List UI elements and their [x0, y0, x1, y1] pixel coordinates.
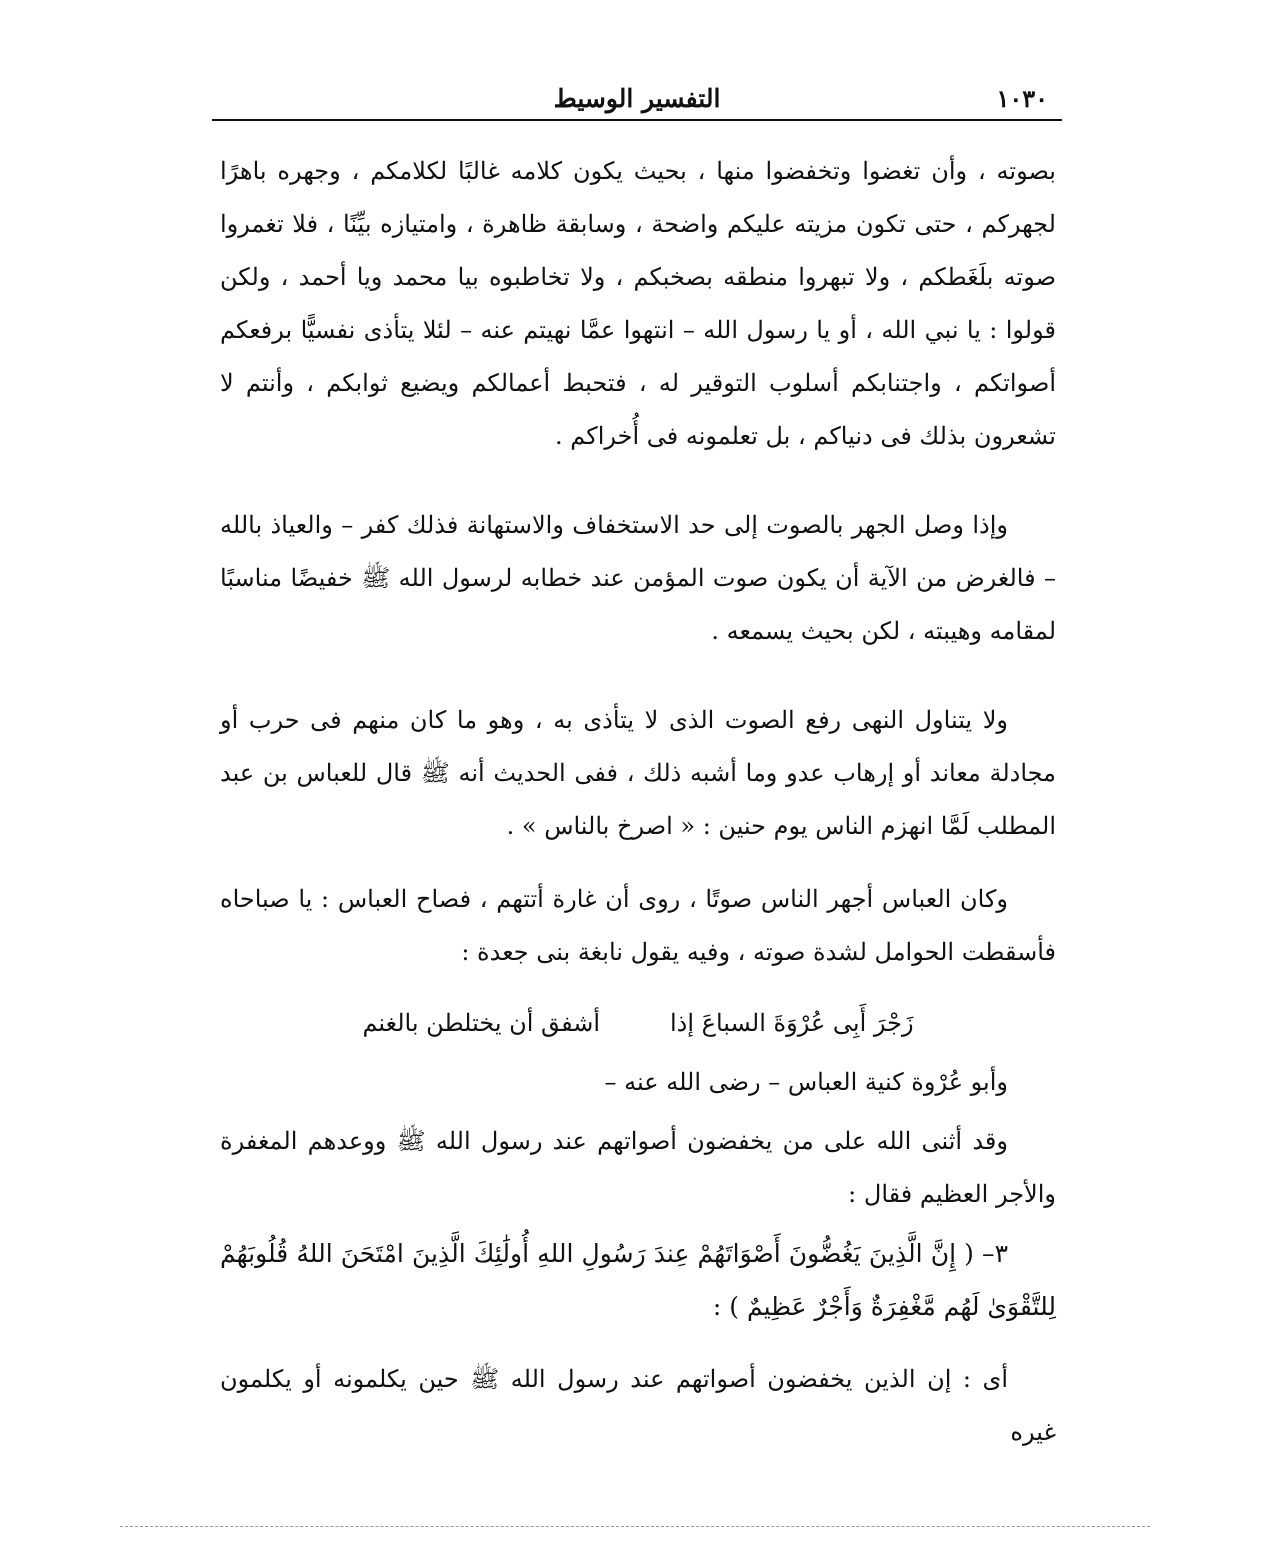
paragraph-kunya: وأبو عُرْوة كنية العباس – رضى الله عنه – [604, 1068, 1008, 1096]
poetry-verse [220, 997, 1056, 1050]
paragraph-prohibition-scope: ولا يتناول النهى رفع الصوت الذى لا يتأذى به ، وهو ما كان منهم فى حرب أو مجادلة معاند أو إرهاب عدو وما أشبه ذلك ، ففى الحديث أنه ﷺ قال للعباس بن عبد المطلب لَمَّا انهزم الناس يوم حنين : « اصرخ بالناس » . [220, 706, 1056, 840]
running-title: التفسير الوسيط [553, 84, 721, 113]
page-body [220, 145, 1056, 1459]
page-number: ١٠٣٠ [996, 84, 1048, 113]
verse-hemistich-first: زَجْرَ أَبِى عُرْوَةَ السباعَ إذا [669, 1009, 914, 1037]
quran-verse: ٣– ( إِنَّ الَّذِينَ يَغُضُّونَ أَصْوَاتَهُمْ عِندَ رَسُولِ اللهِ أُولَٰئِكَ الَّذِينَ امْتَحَنَ اللهُ قُلُوبَهُمْ لِلتَّقْوَىٰ لَهُم مَّغْفِرَةٌ وَأَجْرٌ عَظِيمٌ ) : [220, 1239, 1056, 1321]
paragraph-raising-voice: وإذا وصل الجهر بالصوت إلى حد الاستخفاف والاستهانة فذلك كفر – والعياذ بالله – فالغرض من الآية أن يكون صوت المؤمن عند خطابه لرسول الله ﷺ خفيضًا مناسبًا لمقامه وهيبته ، لكن بحيث يسمعه . [220, 511, 1056, 645]
scan-bottom-edge [120, 1526, 1150, 1527]
page-header [212, 78, 1062, 118]
header-divider [212, 119, 1062, 121]
paragraph-praise: وقد أثنى الله على من يخفضون أصواتهم عند رسول الله ﷺ ووعدهم المغفرة والأجر العظيم فقال : [220, 1127, 1056, 1208]
paragraph-abbas: وكان العباس أجهر الناس صوتًا ، روى أن غارة أتتهم ، فصاح العباس : يا صباحاه فأسقطت الحوامل لشدة صوته ، وفيه يقول نابغة بنى جعدة : [220, 885, 1056, 966]
verse-hemistich-second: أشفق أن يختلطن بالغنم [362, 1009, 600, 1037]
paragraph-continuation: بصوته ، وأن تغضوا وتخفضوا منها ، بحيث يكون كلامه غالبًا لكلامكم ، وجهره باهرًا لجهركم ، حتى تكون مزيته عليكم واضحة ، وسابقة ظاهرة ، وامتيازه بيِّنًا ، فلا تغمروا صوته بلَغَطكم ، ولا تبهروا منطقه بصخبكم ، ولا تخاطبوه بيا محمد ويا أحمد ، ولكن قولوا : يا نبي الله ، أو يا رسول الله – انتهوا عمَّا نهيتم عنه – لئلا يتأذى نفسيًّا برفعكم أصواتكم ، واجتنابكم أسلوب التوقير له ، فتحبط أعمالكم ويضيع ثوابكم ، وأنتم لا تشعرون بذلك فى دنياكم ، بل تعلمونه فى أُخراكم . [220, 157, 1056, 450]
paragraph-explanation: أى : إن الذين يخفضون أصواتهم عند رسول الله ﷺ حين يكلمونه أو يكلمون غيره [220, 1365, 1056, 1446]
